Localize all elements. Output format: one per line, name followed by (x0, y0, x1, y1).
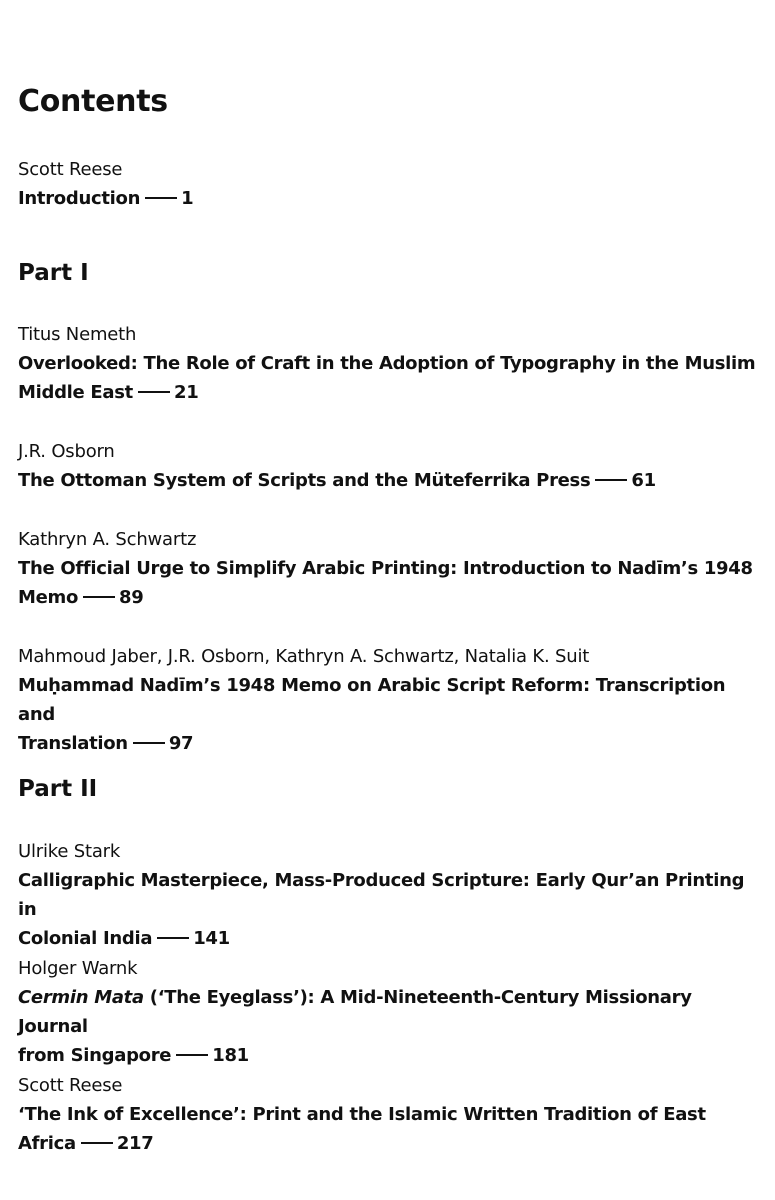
page-number: 217 (116, 1133, 154, 1154)
leader-rule (157, 937, 189, 939)
entry-chapter-title[interactable] (18, 349, 758, 407)
toc-entry[interactable] (18, 954, 758, 1070)
chapter-title-text: Introduction (18, 188, 141, 209)
entry-chapter-title[interactable] (18, 554, 758, 612)
leader-rule (81, 1142, 113, 1144)
leader-rule (595, 479, 627, 481)
entry-author: Titus Nemeth (18, 324, 137, 345)
chapter-title-text-cont: Middle East (18, 382, 133, 403)
chapter-title-text: Muḥammad Nadīm’s 1948 Memo on Arabic Script Reform: Transcription and (18, 675, 726, 725)
chapter-title-italic: Cermin Mata (18, 987, 144, 1008)
toc-entry-introduction[interactable] (18, 155, 758, 213)
part-heading-2: Part II (18, 776, 98, 802)
part-heading-1: Part I (18, 260, 89, 286)
chapter-title-text: The Official Urge to Simplify Arabic Printing: Introduction to Nadīm’s 1948 (18, 558, 753, 579)
leader-rule (176, 1054, 208, 1056)
entry-author: Kathryn A. Schwartz (18, 529, 197, 550)
toc-entry[interactable] (18, 642, 758, 758)
page-number: 97 (168, 733, 194, 754)
entry-author: Scott Reese (18, 159, 123, 180)
entry-author: Ulrike Stark (18, 841, 121, 862)
chapter-title-text-cont: from Singapore (18, 1045, 172, 1066)
page-number: 1 (181, 188, 194, 209)
page-number: 89 (119, 587, 144, 608)
entry-author: J.R. Osborn (18, 441, 115, 462)
page-number: 21 (173, 382, 199, 403)
entry-author: Scott Reese (18, 1075, 123, 1096)
entry-chapter-title[interactable] (18, 184, 758, 213)
leader-rule (83, 596, 115, 598)
entry-author: Mahmoud Jaber, J.R. Osborn, Kathryn A. Schwartz, Natalia K. Suit (18, 646, 590, 667)
chapter-title-text-cont: Africa (18, 1133, 76, 1154)
chapter-title-text-cont: Colonial India (18, 928, 153, 949)
chapter-title-text-cont: Memo (18, 587, 79, 608)
leader-rule (145, 197, 177, 199)
chapter-title-text: (‘The Eyeglass’): A Mid-Nineteenth-Century Missionary Journal (18, 987, 692, 1037)
entry-chapter-title[interactable] (18, 671, 758, 758)
page-number: 181 (212, 1045, 249, 1066)
page-title: Contents (18, 84, 168, 119)
chapter-title-text: Calligraphic Masterpiece, Mass-Produced Scripture: Early Qur’an Printing in (18, 870, 745, 920)
chapter-title-text-cont: Translation (18, 733, 128, 754)
leader-rule (133, 742, 165, 744)
entry-chapter-title[interactable] (18, 866, 758, 953)
chapter-title-text: Overlooked: The Role of Craft in the Adoption of Typography in the Muslim (18, 353, 756, 374)
entry-chapter-title[interactable] (18, 983, 758, 1070)
toc-entry[interactable] (18, 320, 758, 407)
entry-chapter-title[interactable] (18, 1100, 758, 1158)
toc-entry[interactable] (18, 525, 758, 612)
chapter-title-text: ‘The Ink of Excellence’: Print and the Islamic Written Tradition of East (18, 1104, 706, 1125)
leader-rule (138, 391, 170, 393)
page-number: 61 (631, 470, 656, 491)
page-number: 141 (193, 928, 230, 949)
toc-entry[interactable] (18, 837, 758, 953)
toc-entry[interactable] (18, 437, 758, 495)
toc-entry[interactable] (18, 1071, 758, 1158)
entry-author: Holger Warnk (18, 958, 138, 979)
chapter-title-text: The Ottoman System of Scripts and the Müteferrika Press (18, 470, 591, 491)
entry-chapter-title[interactable] (18, 466, 758, 495)
